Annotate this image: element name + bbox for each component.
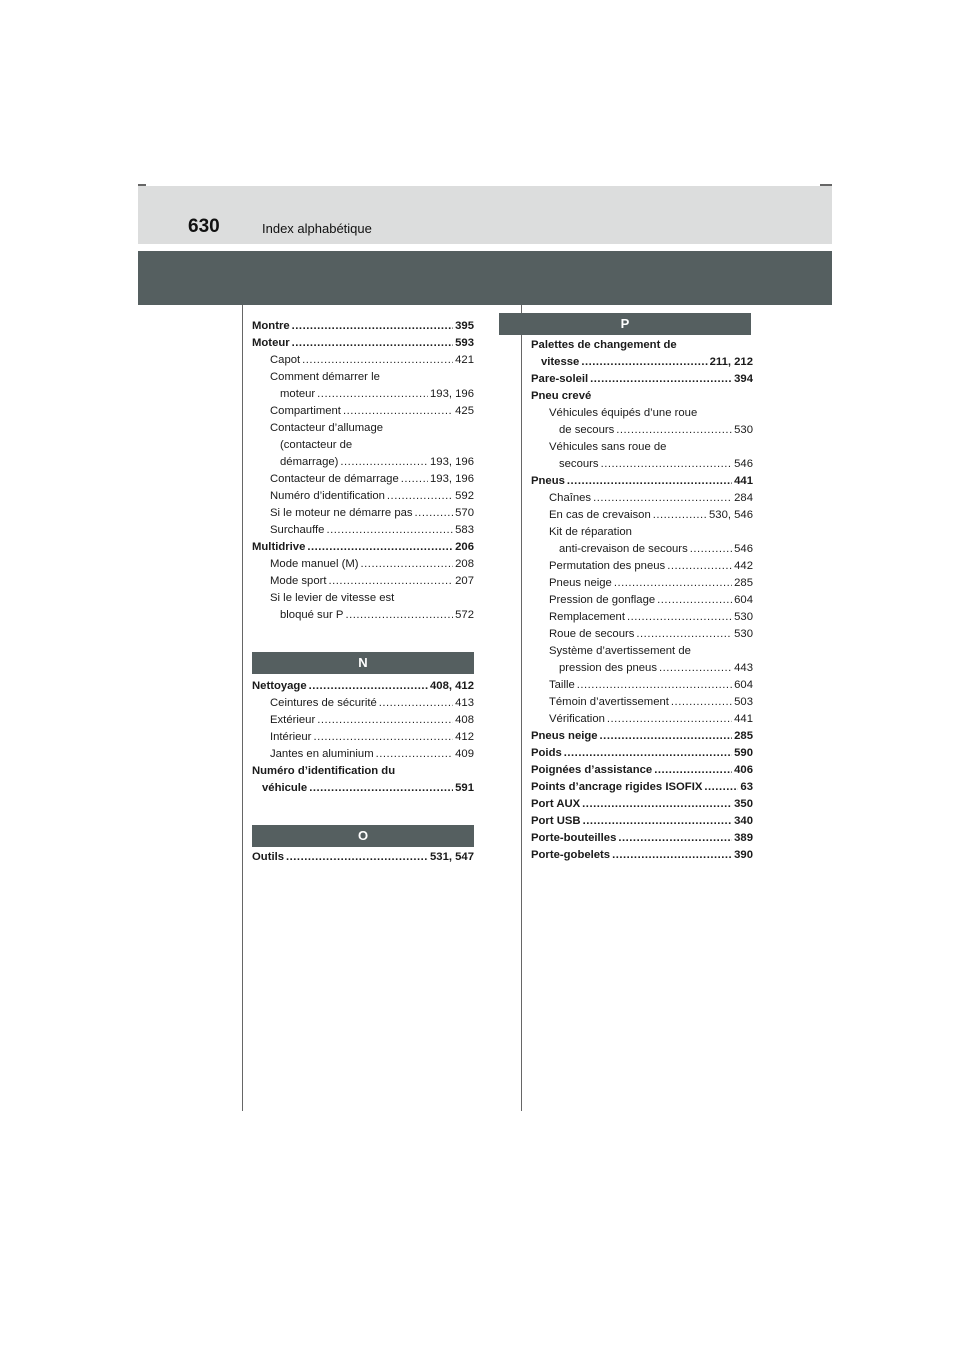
dot-leader bbox=[343, 403, 453, 420]
dot-leader bbox=[307, 539, 453, 556]
index-entry-label: secours bbox=[559, 458, 599, 470]
index-entry bbox=[531, 728, 753, 745]
index-entry-page: 208 bbox=[455, 558, 474, 570]
dot-leader bbox=[582, 796, 732, 813]
index-entry bbox=[252, 522, 474, 539]
section-header-n: N bbox=[252, 652, 474, 674]
dot-leader bbox=[657, 592, 732, 609]
index-entry bbox=[252, 386, 474, 403]
index-entry bbox=[531, 660, 753, 677]
index-entry-label: Pneus neige bbox=[531, 730, 598, 742]
index-block-o bbox=[252, 849, 474, 866]
dot-leader bbox=[387, 488, 453, 505]
index-entry bbox=[531, 694, 753, 711]
index-entry-page: 530 bbox=[734, 424, 753, 436]
index-entry bbox=[252, 746, 474, 763]
dot-leader bbox=[659, 660, 732, 677]
dot-leader bbox=[593, 490, 732, 507]
index-entry bbox=[252, 335, 474, 352]
dot-leader bbox=[376, 746, 454, 763]
index-entry-label: Poignées d’assistance bbox=[531, 764, 653, 776]
dot-leader bbox=[345, 607, 453, 624]
index-entry-label: Ceintures de sécurité bbox=[270, 697, 377, 709]
index-entry-page: 340 bbox=[734, 815, 753, 827]
index-entry-page: 408, 412 bbox=[430, 680, 474, 692]
index-entry-page: 285 bbox=[734, 730, 753, 742]
index-entry bbox=[531, 592, 753, 609]
index-entry-label: de secours bbox=[559, 424, 615, 436]
index-entry bbox=[252, 352, 474, 369]
index-entry bbox=[531, 575, 753, 592]
index-entry-page: 207 bbox=[455, 575, 474, 587]
index-entry-label: Multidrive bbox=[252, 541, 306, 553]
dot-leader bbox=[317, 386, 428, 403]
index-entry bbox=[531, 558, 753, 575]
index-entry-label: Points d’ancrage rigides ISOFIX bbox=[531, 781, 703, 793]
index-entry-page: 350 bbox=[734, 798, 753, 810]
index-entry bbox=[531, 456, 753, 473]
index-entry bbox=[252, 712, 474, 729]
index-entry-label: Compartiment bbox=[270, 405, 341, 417]
index-entry-page: 284 bbox=[734, 492, 753, 504]
index-entry-page: 590 bbox=[734, 747, 753, 759]
index-entry-label: Surchauffe bbox=[270, 524, 325, 536]
index-entry bbox=[252, 780, 474, 797]
index-entry bbox=[531, 609, 753, 626]
index-entry-label: Remplacement bbox=[549, 611, 625, 623]
index-entry-page: 63 bbox=[740, 781, 753, 793]
index-entry-text: Si le levier de vitesse est bbox=[270, 592, 395, 604]
dot-leader bbox=[612, 847, 732, 864]
index-entry-label: Numéro d’identification bbox=[270, 490, 385, 502]
index-entry-text: Véhicules équipés d’une roue bbox=[549, 407, 698, 419]
index-entry-label: Mode sport bbox=[270, 575, 327, 587]
index-entry-page: 570 bbox=[455, 507, 474, 519]
index-entry-label: Port AUX bbox=[531, 798, 581, 810]
index-entry-label: Jantes en aluminium bbox=[270, 748, 374, 760]
index-entry bbox=[531, 490, 753, 507]
header-band bbox=[138, 186, 832, 244]
index-entry-label: Nettoyage bbox=[252, 680, 307, 692]
index-block-p bbox=[531, 337, 753, 864]
index-block-m bbox=[252, 318, 474, 624]
dot-leader bbox=[607, 711, 732, 728]
index-entry-label: Capot bbox=[270, 354, 301, 366]
index-entry-page: 409 bbox=[455, 748, 474, 760]
index-entry-page: 441 bbox=[734, 475, 753, 487]
index-entry-page: 390 bbox=[734, 849, 753, 861]
index-entry bbox=[252, 695, 474, 712]
index-entry-label: Pression de gonflage bbox=[549, 594, 656, 606]
index-entry bbox=[531, 779, 753, 796]
index-entry-label: démarrage) bbox=[280, 456, 339, 468]
dot-leader bbox=[601, 456, 733, 473]
dot-leader bbox=[415, 505, 454, 522]
index-entry-page: 406 bbox=[734, 764, 753, 776]
index-entry-label: moteur bbox=[280, 388, 316, 400]
index-entry-label: Chaînes bbox=[549, 492, 592, 504]
index-entry bbox=[531, 541, 753, 558]
dot-leader bbox=[313, 729, 453, 746]
index-entry bbox=[531, 626, 753, 643]
dot-leader bbox=[379, 695, 453, 712]
index-entry-text: Contacteur d’allumage bbox=[270, 422, 384, 434]
dot-leader bbox=[667, 558, 732, 575]
page-title: Index alphabétique bbox=[262, 221, 372, 236]
index-entry-page: 443 bbox=[734, 662, 753, 674]
index-entry-label: Pare-soleil bbox=[531, 373, 589, 385]
index-entry bbox=[252, 607, 474, 624]
index-entry-page: 413 bbox=[455, 697, 474, 709]
index-entry bbox=[252, 849, 474, 866]
index-entry-page: 530 bbox=[734, 611, 753, 623]
dot-leader bbox=[653, 507, 707, 524]
index-entry-page: 193, 196 bbox=[430, 388, 474, 400]
index-entry bbox=[252, 488, 474, 505]
index-column-left bbox=[252, 318, 474, 866]
index-entry bbox=[531, 847, 753, 864]
index-entry-page: 193, 196 bbox=[430, 473, 474, 485]
index-entry-page: 593 bbox=[455, 337, 474, 349]
index-entry-label: Pneus bbox=[531, 475, 565, 487]
dot-leader bbox=[577, 677, 732, 694]
index-entry-label: Mode manuel (M) bbox=[270, 558, 359, 570]
index-entry-page: 394 bbox=[734, 373, 753, 385]
section-header-p: P bbox=[499, 313, 751, 335]
index-entry-label: Poids bbox=[531, 747, 562, 759]
section-header-o: O bbox=[252, 825, 474, 847]
index-entry-label: Porte-bouteilles bbox=[531, 832, 617, 844]
dot-leader bbox=[654, 762, 732, 779]
page-number: 630 bbox=[188, 216, 220, 237]
index-entry bbox=[531, 371, 753, 388]
index-entry-label: Taille bbox=[549, 679, 575, 691]
index-entry-text: Système d’avertissement de bbox=[549, 645, 691, 657]
index-entry-label: Port USB bbox=[531, 815, 581, 827]
index-entry-label: vitesse bbox=[541, 356, 580, 368]
dot-leader bbox=[317, 712, 453, 729]
dot-leader bbox=[292, 335, 453, 352]
dot-leader bbox=[618, 830, 732, 847]
index-entry bbox=[531, 677, 753, 694]
index-entry-label: pression des pneus bbox=[559, 662, 657, 674]
index-entry-label: Contacteur de démarrage bbox=[270, 473, 399, 485]
index-entry-page: 604 bbox=[734, 594, 753, 606]
index-entry-page: 530, 546 bbox=[709, 509, 753, 521]
index-entry bbox=[252, 539, 474, 556]
dot-leader bbox=[583, 813, 733, 830]
index-entry-label: Témoin d’avertissement bbox=[549, 696, 669, 708]
dot-leader bbox=[614, 575, 732, 592]
index-entry bbox=[252, 403, 474, 420]
index-entry-page: 412 bbox=[455, 731, 474, 743]
index-entry-text: (contacteur de bbox=[280, 439, 353, 451]
index-entry-page: 530 bbox=[734, 628, 753, 640]
index-entry bbox=[531, 813, 753, 830]
index-entry-page: 503 bbox=[734, 696, 753, 708]
index-entry-page: 531, 547 bbox=[430, 851, 474, 863]
index-entry-label: Porte-gobelets bbox=[531, 849, 611, 861]
dot-leader bbox=[326, 522, 453, 539]
index-entry bbox=[531, 830, 753, 847]
index-column-right bbox=[531, 313, 753, 864]
index-entry-page: 604 bbox=[734, 679, 753, 691]
index-entry bbox=[531, 473, 753, 490]
index-entry-page: 389 bbox=[734, 832, 753, 844]
index-entry bbox=[531, 762, 753, 779]
header-dark-band bbox=[138, 251, 832, 305]
index-entry-label: bloqué sur P bbox=[280, 609, 344, 621]
index-entry bbox=[252, 471, 474, 488]
index-entry bbox=[531, 745, 753, 762]
index-entry bbox=[252, 678, 474, 695]
dot-leader bbox=[309, 780, 453, 797]
index-entry-text: Palettes de changement de bbox=[531, 339, 677, 351]
dot-leader bbox=[704, 779, 738, 796]
index-entry-text: Kit de réparation bbox=[549, 526, 632, 538]
index-entry-page: 583 bbox=[455, 524, 474, 536]
index-entry-text: Pneu crevé bbox=[531, 390, 592, 402]
index-entry bbox=[252, 729, 474, 746]
index-entry-page: 425 bbox=[455, 405, 474, 417]
index-entry-label: Roue de secours bbox=[549, 628, 635, 640]
dot-leader bbox=[309, 678, 428, 695]
dot-leader bbox=[636, 626, 732, 643]
index-entry-label: Montre bbox=[252, 320, 290, 332]
index-entry bbox=[531, 796, 753, 813]
index-entry bbox=[252, 318, 474, 335]
index-entry-label: Outils bbox=[252, 851, 285, 863]
index-entry-label: Extérieur bbox=[270, 714, 316, 726]
column-rule-left bbox=[242, 305, 243, 1111]
index-entry-label: Pneus neige bbox=[549, 577, 612, 589]
index-entry-page: 592 bbox=[455, 490, 474, 502]
column-rule-right bbox=[521, 305, 522, 1111]
index-entry bbox=[252, 556, 474, 573]
index-entry-label: véhicule bbox=[262, 782, 308, 794]
index-entry-label: anti-crevaison de secours bbox=[559, 543, 688, 555]
dot-leader bbox=[286, 849, 428, 866]
index-entry-page: 211, 212 bbox=[709, 356, 753, 368]
index-entry bbox=[252, 505, 474, 522]
index-block-n bbox=[252, 678, 474, 797]
index-entry-page: 193, 196 bbox=[430, 456, 474, 468]
index-entry-page: 285 bbox=[734, 577, 753, 589]
dot-leader bbox=[292, 318, 453, 335]
index-entry-label: En cas de crevaison bbox=[549, 509, 651, 521]
index-entry-page: 395 bbox=[455, 320, 474, 332]
index-entry-page: 421 bbox=[455, 354, 474, 366]
index-entry-page: 591 bbox=[455, 782, 474, 794]
dot-leader bbox=[600, 728, 733, 745]
index-entry-label: Si le moteur ne démarre pas bbox=[270, 507, 413, 519]
dot-leader bbox=[627, 609, 732, 626]
index-entry-label: Intérieur bbox=[270, 731, 312, 743]
dot-leader bbox=[567, 473, 732, 490]
index-entry-label: Permutation des pneus bbox=[549, 560, 666, 572]
index-entry-page: 408 bbox=[455, 714, 474, 726]
index-entry bbox=[531, 422, 753, 439]
index-entry-page: 546 bbox=[734, 543, 753, 555]
dot-leader bbox=[564, 745, 732, 762]
index-entry-page: 546 bbox=[734, 458, 753, 470]
index-entry-page: 206 bbox=[455, 541, 474, 553]
header-tick-right bbox=[820, 184, 832, 186]
index-entry-label: Moteur bbox=[252, 337, 290, 349]
dot-leader bbox=[690, 541, 732, 558]
index-entry-page: 442 bbox=[734, 560, 753, 572]
index-entry bbox=[252, 573, 474, 590]
dot-leader bbox=[671, 694, 732, 711]
index-entry-label: Vérification bbox=[549, 713, 605, 725]
index-entry bbox=[531, 711, 753, 728]
index-entry-text: Comment démarrer le bbox=[270, 371, 380, 383]
index-entry bbox=[531, 354, 753, 371]
index-entry-page: 441 bbox=[734, 713, 753, 725]
index-entry-text: Véhicules sans roue de bbox=[549, 441, 667, 453]
index-entry bbox=[252, 454, 474, 471]
dot-leader bbox=[581, 354, 707, 371]
dot-leader bbox=[329, 573, 454, 590]
index-entry-page: 572 bbox=[455, 609, 474, 621]
dot-leader bbox=[340, 454, 428, 471]
dot-leader bbox=[361, 556, 454, 573]
index-entry bbox=[531, 507, 753, 524]
header-tick-left bbox=[138, 184, 146, 186]
dot-leader bbox=[616, 422, 732, 439]
dot-leader bbox=[401, 471, 428, 488]
dot-leader bbox=[590, 371, 732, 388]
dot-leader bbox=[302, 352, 453, 369]
index-entry-text: Numéro d’identification du bbox=[252, 765, 396, 777]
